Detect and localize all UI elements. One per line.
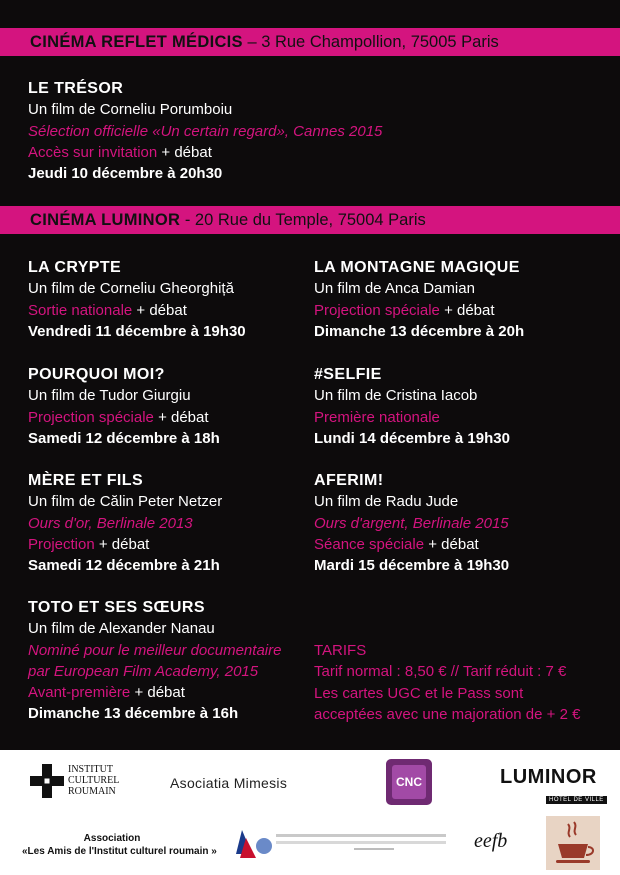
event-date: Vendredi 11 décembre à 19h30 <box>28 322 246 340</box>
icr-cross-icon <box>30 764 64 798</box>
amis-icr-logo: Association «Les Amis de l'Institut culturel roumain » <box>22 833 217 857</box>
event-type: Avant-première <box>28 684 131 702</box>
event-director: Un film de Cristina Iacob <box>314 387 478 405</box>
event-type: Première nationale <box>314 408 440 426</box>
event-award-line2: par European Film Academy, 2015 <box>28 662 259 680</box>
event-access: Accès sur invitation <box>28 143 158 161</box>
tarifs-line: Tarif normal : 8,50 € // Tarif réduit : 7 € <box>314 663 567 681</box>
event-date: Lundi 14 décembre à 19h30 <box>314 429 510 447</box>
event-title: MÈRE ET FILS <box>28 472 144 489</box>
event-director: Un film de Corneliu Porumboiu <box>28 101 233 119</box>
event-selfie <box>314 364 510 449</box>
event-la-montagne-magique: LA MONTAGNE MAGIQUE Un film de Anca Damian Projection spéciale + débat Dimanche 13 décembre à 20h <box>314 257 524 342</box>
event-director: Un film de Radu Jude <box>314 493 459 511</box>
event-type: Projection spéciale <box>28 408 154 426</box>
event-director: Un film de Corneliu Gheorghiță <box>28 280 234 298</box>
event-aferim: AFERIM! Un film de Radu Jude Ours d'argent, Berlinale 2015 Séance spéciale + débat Mardi 15 décembre à 19h30 <box>314 470 509 576</box>
event-director: Un film de Tudor Giurgiu <box>28 387 191 405</box>
event-mere-et-fils: MÈRE ET FILS Un film de Călin Peter Netzer Ours d'or, Berlinale 2013 Projection + débat Samedi 12 décembre à 21h <box>28 470 222 576</box>
cnc-label: CNC <box>392 765 426 799</box>
event-le-tresor: LE TRÉSOR Un film de Corneliu Porumboiu Sélection officielle «Un certain regard», Cannes 2015 Accès sur invitation + débat Jeudi 10 décembre à 20h30 <box>28 78 382 184</box>
event-type: Sortie nationale <box>28 301 133 319</box>
event-director: Un film de Călin Peter Netzer <box>28 493 223 511</box>
coffee-cup-icon <box>546 816 600 870</box>
tarifs-heading: TARIFS <box>314 642 367 659</box>
luminor-wordmark: LUMINOR <box>500 766 597 788</box>
event-award: Sélection officielle «Un certain regard», Cannes 2015 <box>28 122 383 140</box>
event-award: Ours d'argent, Berlinale 2015 <box>314 514 509 532</box>
cnc-logo <box>386 759 432 805</box>
event-date: Dimanche 13 décembre à 16h <box>28 705 239 723</box>
event-title: LE TRÉSOR <box>28 80 124 97</box>
venue-band-luminor: CINÉMA LUMINOR - 20 Rue du Temple, 75004 Paris <box>0 206 620 234</box>
mimesis-logo: Asociatia Mimesis <box>170 775 288 791</box>
eefb-logo: eefb <box>474 830 508 852</box>
icr-line: CULTUREL <box>68 775 120 786</box>
event-title: TOTO ET SES SŒURS <box>28 599 205 616</box>
event-title: #SELFIE <box>314 366 382 383</box>
event-date: Dimanche 13 décembre à 20h <box>314 322 525 340</box>
event-la-crypte: LA CRYPTE Un film de Corneliu Gheorghiță Sortie nationale + débat Vendredi 11 décembre à 19h30 <box>28 257 246 342</box>
event-toto-et-ses-soeurs: TOTO ET SES SŒURS Un film de Alexander Nanau Nominé pour le meilleur documentaire par European Film Academy, 2015 Avant-première + débat Dimanche 13 décembre à 16h <box>28 597 281 725</box>
luminor-subtitle: HÔTEL DE VILLE <box>546 796 607 804</box>
event-title: POURQUOI MOI? <box>28 366 165 383</box>
event-title: LA CRYPTE <box>28 259 122 276</box>
event-director: Un film de Alexander Nanau <box>28 620 215 638</box>
event-date: Samedi 12 décembre à 18h <box>28 429 220 447</box>
event-pourquoi-moi: POURQUOI MOI? Un film de Tudor Giurgiu Projection spéciale + débat Samedi 12 décembre à 18h <box>28 364 220 449</box>
tarifs-block <box>314 640 580 725</box>
event-director: Un film de Anca Damian <box>314 280 475 298</box>
venue-band-reflet-medicis: CINÉMA REFLET MÉDICIS – 3 Rue Champollion, 75005 Paris <box>0 28 620 56</box>
event-date: Samedi 12 décembre à 21h <box>28 557 220 575</box>
event-award: Ours d'or, Berlinale 2013 <box>28 514 193 532</box>
event-type: Projection <box>28 535 95 553</box>
event-title: AFERIM! <box>314 472 384 489</box>
icr-line: INSTITUT <box>68 764 113 775</box>
event-date: Jeudi 10 décembre à 20h30 <box>28 165 223 183</box>
event-title: LA MONTAGNE MAGIQUE <box>314 259 520 276</box>
cafe-logo <box>546 816 600 870</box>
event-type: Séance spéciale <box>314 535 425 553</box>
event-date: Mardi 15 décembre à 19h30 <box>314 557 510 575</box>
tarifs-line: acceptées avec une majoration de + 2 € <box>314 705 581 723</box>
tarifs-line: Les cartes UGC et le Pass sont <box>314 684 524 702</box>
icr-line: ROUMAIN <box>68 786 116 797</box>
luminor-logo <box>500 766 607 806</box>
lycee-emblem-icon <box>234 824 448 864</box>
event-type: Projection spéciale <box>314 301 440 319</box>
lycee-logo <box>234 824 448 869</box>
event-award: Nominé pour le meilleur documentaire <box>28 641 282 659</box>
